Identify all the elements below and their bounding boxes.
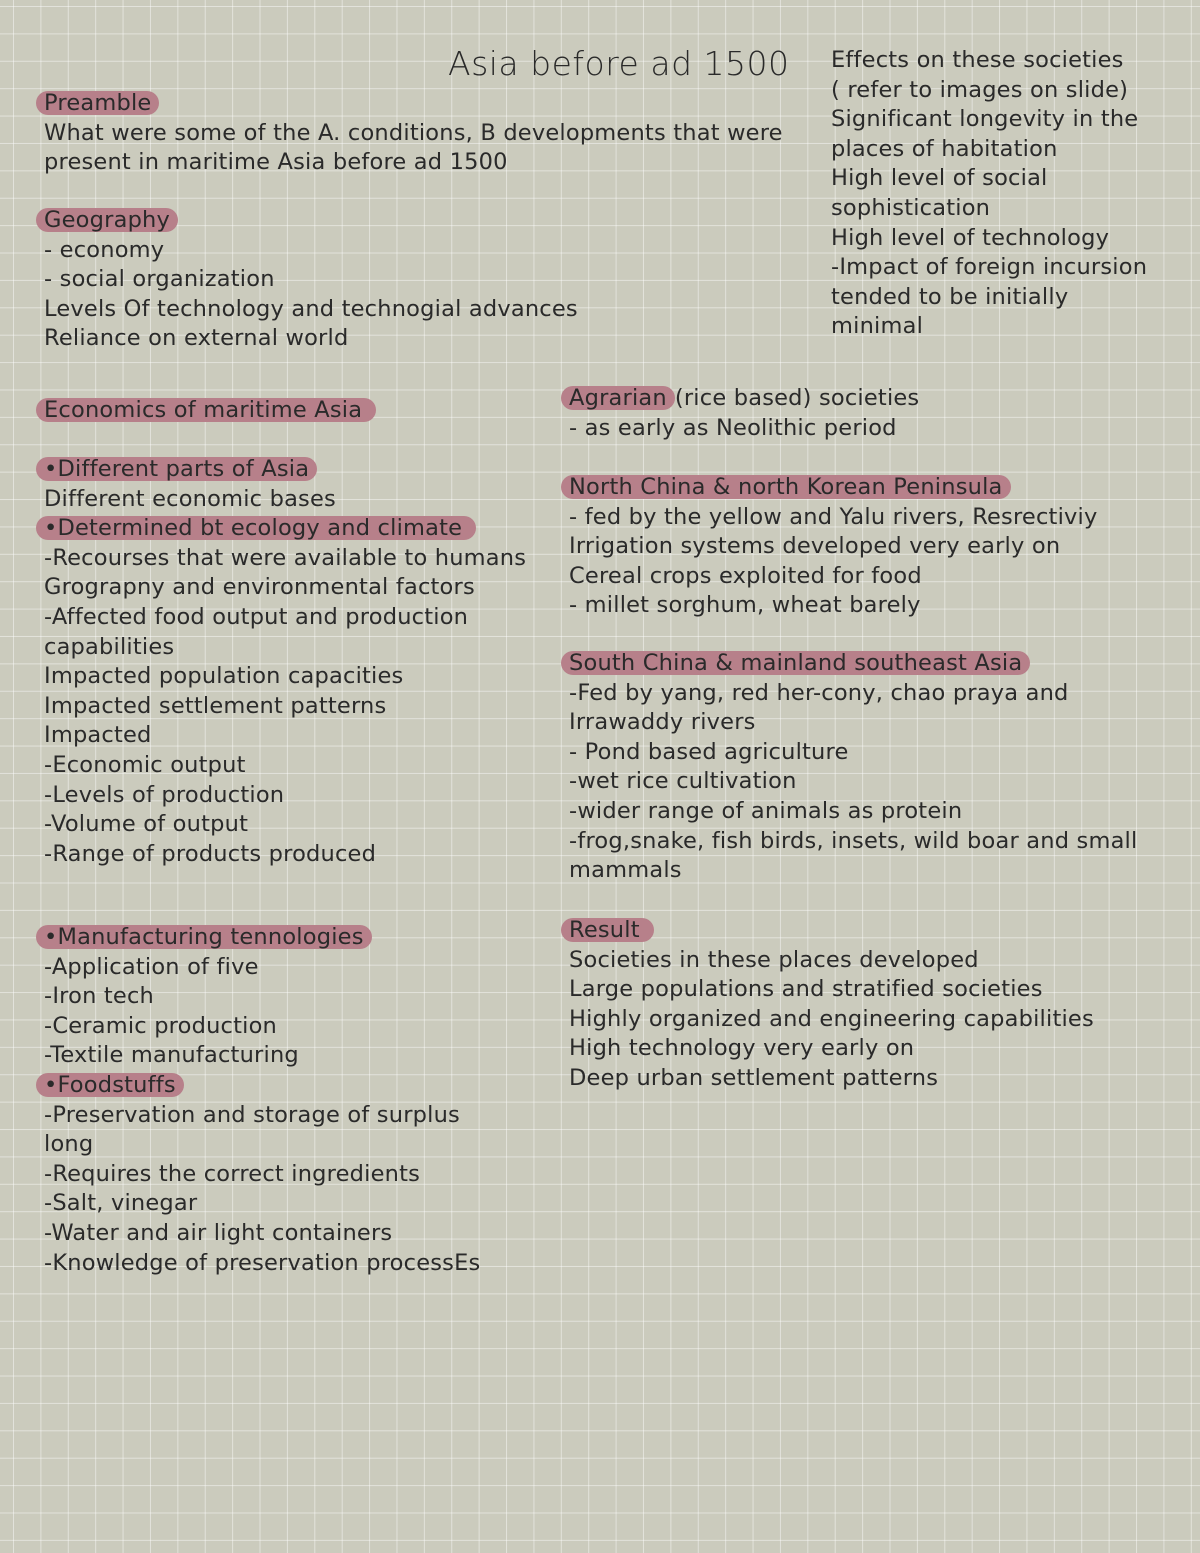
text-line: Different economic bases <box>44 485 336 512</box>
text-line: Irrawaddy rivers <box>569 709 756 736</box>
text-line: High level of technology <box>831 224 1110 251</box>
text-line: Impacted settlement patterns <box>44 692 387 719</box>
south-china-section <box>569 649 1137 886</box>
result-section <box>569 916 1094 1094</box>
text-line: -frog,snake, fish birds, insets, wild boar and small <box>569 827 1138 854</box>
preamble-section <box>44 89 783 178</box>
text-line: Irrigation systems developed very early on <box>569 533 1061 560</box>
subheading: •Determined bt ecology and climate <box>36 516 476 540</box>
subheading: •Different parts of Asia <box>36 457 317 481</box>
subheading: •Manufacturing tennologies <box>36 925 372 949</box>
text-line: places of habitation <box>831 135 1058 162</box>
text-line: Highly organized and engineering capabilities <box>569 1005 1094 1032</box>
text-line: Significant longevity in the <box>831 106 1139 133</box>
text-line: -Volume of output <box>44 811 249 838</box>
section-heading: Geography <box>36 208 178 232</box>
text-line: -Economic output <box>44 751 246 778</box>
text-line: -wet rice cultivation <box>569 768 797 795</box>
text-line: - as early as Neolithic period <box>569 414 897 441</box>
effects-section <box>831 46 1147 342</box>
text-line: What were some of the A. conditions, B developments that were <box>44 119 783 146</box>
text-line: long <box>44 1131 94 1158</box>
text-line: -Range of products produced <box>44 840 377 867</box>
text-line: -Iron tech <box>44 983 154 1010</box>
page-title: Asia before ad 1500 <box>448 44 790 83</box>
text-line: Deep urban settlement patterns <box>569 1064 939 1091</box>
subheading: •Foodstuffs <box>36 1073 184 1097</box>
text-line: Levels Of technology and technogial advances <box>44 295 578 322</box>
section-heading: Economics of maritime Asia <box>36 398 376 422</box>
agrarian-section <box>569 384 919 443</box>
text-line: sophistication <box>831 194 991 221</box>
text-line: -Affected food output and production <box>44 603 469 630</box>
text-line: - fed by the yellow and Yalu rivers, Resrectiviy <box>569 503 1098 530</box>
text-line: Impacted <box>44 722 152 749</box>
text-line: Effects on these societies <box>831 47 1124 73</box>
text-line: Large populations and stratified societies <box>569 976 1043 1003</box>
text-line: - economy <box>44 236 165 263</box>
text-line: - Pond based agriculture <box>569 738 849 765</box>
text-line: Reliance on external world <box>44 325 349 352</box>
text-line: Societies in these places developed <box>569 946 979 973</box>
text-line: -Impact of foreign incursion <box>831 254 1148 281</box>
text-line: High level of social <box>831 165 1048 192</box>
text-line: -Recourses that were available to humans <box>44 544 527 571</box>
text-line: tended to be initially <box>831 283 1069 310</box>
text-line: -Knowledge of preservation processEs <box>44 1249 481 1276</box>
section-heading: South China & mainland southeast Asia <box>561 651 1030 675</box>
north-china-section <box>569 473 1098 621</box>
section-heading: Result <box>561 918 654 942</box>
text-line: -Preservation and storage of surplus <box>44 1101 460 1128</box>
section-heading: North China & north Korean Peninsula <box>561 475 1011 499</box>
text-line: mammals <box>569 857 682 884</box>
text-line: Grograpny and environmental factors <box>44 574 475 601</box>
economics-details <box>44 455 526 869</box>
manufacturing-section <box>44 923 480 1278</box>
text-line: -Water and air light containers <box>44 1219 393 1246</box>
geography-section <box>44 206 578 354</box>
heading-suffix: (rice based) societies <box>674 385 920 411</box>
text-line: -Fed by yang, red her-cony, chao praya and <box>569 679 1069 706</box>
text-line: - social organization <box>44 266 275 293</box>
text-line: - millet sorghum, wheat barely <box>569 592 921 619</box>
text-line: -Levels of production <box>44 781 285 808</box>
text-line: -Textile manufacturing <box>44 1042 299 1069</box>
text-line: Impacted population capacities <box>44 663 404 690</box>
text-line: minimal <box>831 313 924 340</box>
section-heading: Agrarian <box>561 386 675 410</box>
economics-section <box>44 396 376 426</box>
text-line: -Application of five <box>44 953 259 980</box>
text-line: -wider range of animals as protein <box>569 797 963 824</box>
text-line: -Requires the correct ingredients <box>44 1160 421 1187</box>
text-line: capabilities <box>44 633 175 660</box>
text-line: -Ceramic production <box>44 1012 278 1039</box>
text-line: ( refer to images on slide) <box>831 76 1129 103</box>
text-line: High technology very early on <box>569 1035 915 1062</box>
text-line: Cereal crops exploited for food <box>569 562 922 589</box>
section-heading: Preamble <box>36 91 159 115</box>
text-line: present in maritime Asia before ad 1500 <box>44 149 508 176</box>
text-line: -Salt, vinegar <box>44 1190 198 1217</box>
